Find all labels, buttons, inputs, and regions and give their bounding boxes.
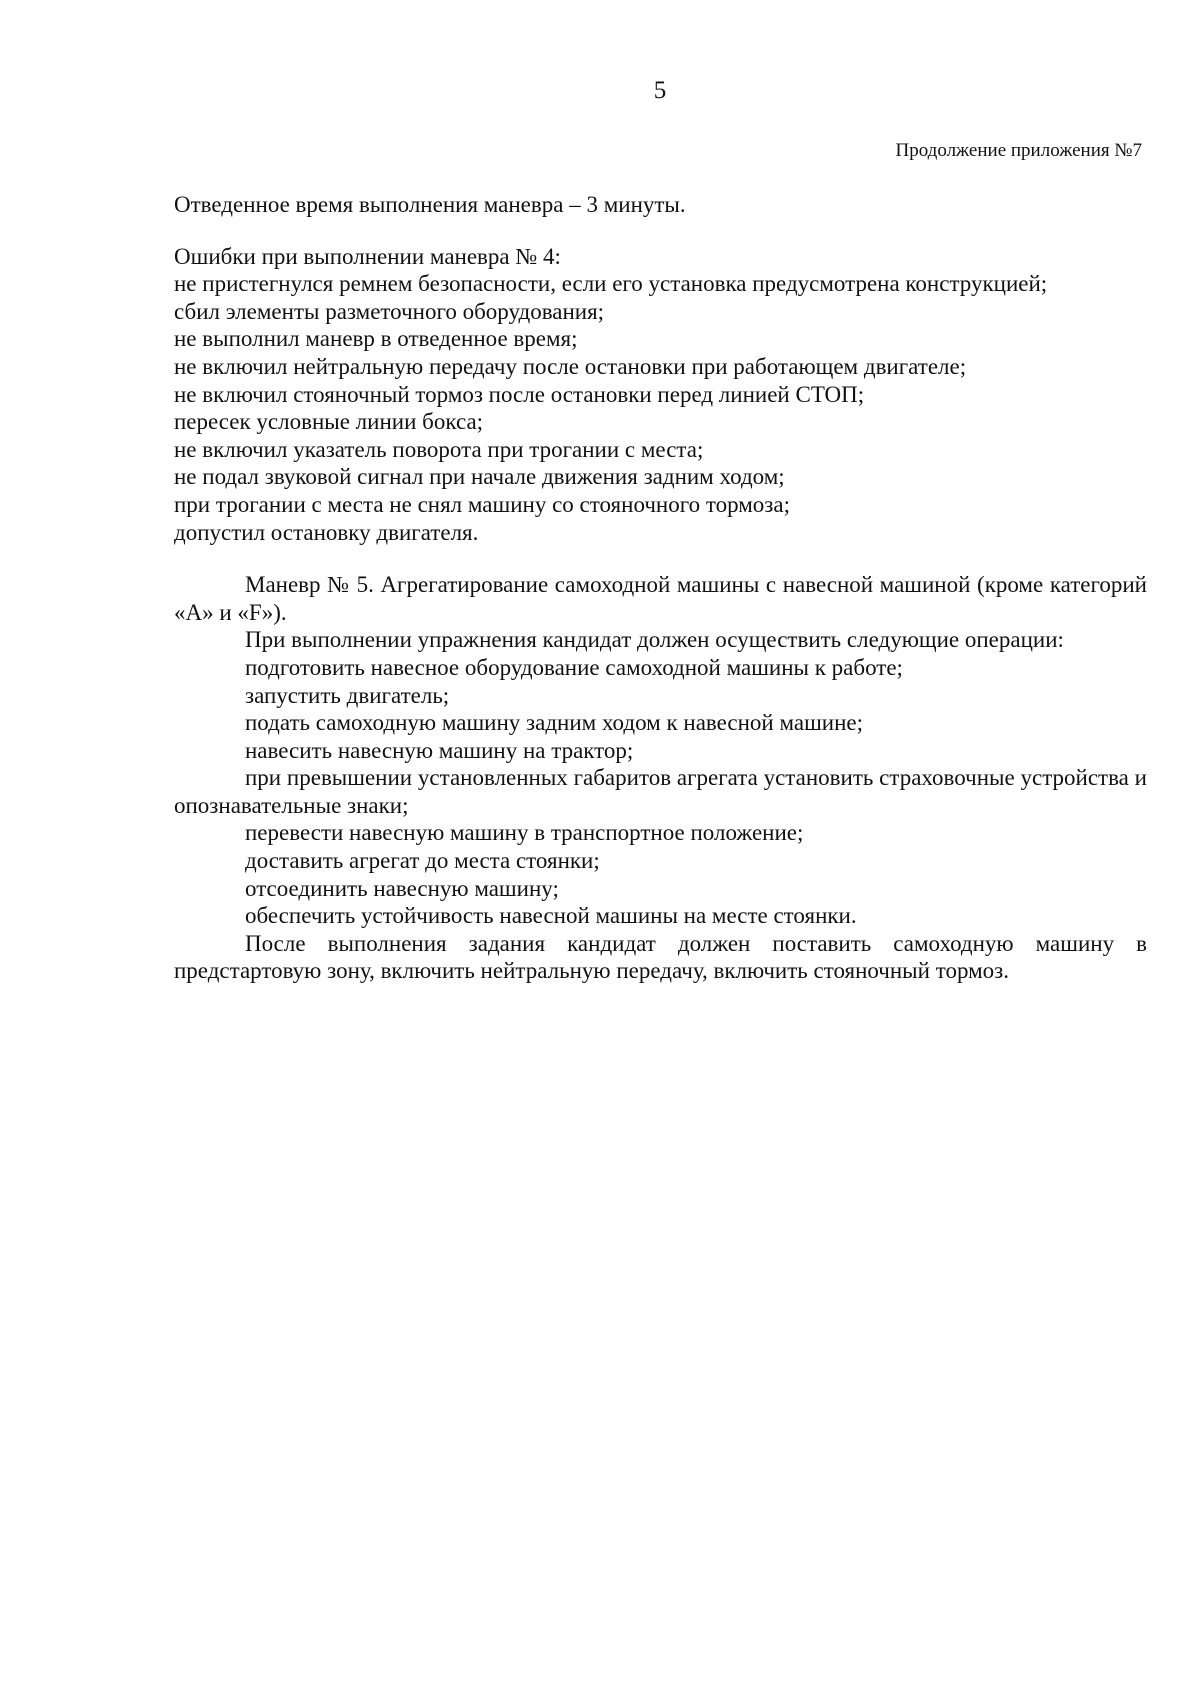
error-item: не пристегнулся ремнем безопасности, если его установка предусмотрена конструкцией; (174, 271, 1048, 297)
error-item: не включил нейтральную передачу после остановки при работающем двигателе; (174, 353, 967, 379)
error-item: при трогании с места не снял машину со стояночного тормоза; (174, 491, 790, 517)
time-limit-text: Отведенное время выполнения маневра – 3 минуты. (174, 192, 686, 217)
error-item: допустил остановку двигателя. (174, 519, 479, 545)
error-item: пересек условные линии бокса; (174, 409, 484, 435)
maneuver5-final: После выполнения задания кандидат должен поставить самоходную машину в предстартовую зону, включить нейтральную передачу, включить стояночный тормоз. (174, 930, 1147, 984)
maneuver5-step: доставить агрегат до места стоянки; (245, 848, 600, 874)
maneuver5-step: обеспечить устойчивость навесной машины на месте стоянки. (245, 903, 857, 929)
error-item: не включил указатель поворота при трогании с места; (174, 436, 704, 462)
maneuver5-intro: При выполнении упражнения кандидат должен осуществить следующие операции: (245, 627, 1064, 653)
maneuver5-step: перевести навесную машину в транспортное положение; (245, 820, 804, 846)
page-number: 5 (653, 77, 667, 104)
maneuver5-step: запустить двигатель; (245, 682, 450, 708)
maneuver5-step: при превышении установленных габаритов агрегата установить страховочные устройства и опознавательные знаки; (174, 765, 1147, 818)
error-item: не выполнил маневр в отведенное время; (174, 326, 578, 352)
maneuver5-step: отсоединить навесную машину; (245, 875, 559, 901)
continuation-header: Продолжение приложения №7 (895, 140, 1142, 161)
errors-heading: Ошибки при выполнении маневра № 4: (174, 243, 561, 269)
maneuver5-step: подать самоходную машину задним ходом к навесной машине; (245, 710, 864, 736)
error-item: не подал звуковой сигнал при начале движения задним ходом; (174, 464, 785, 490)
error-item: не включил стояночный тормоз после остановки перед линией СТОП; (174, 381, 865, 407)
document-body (174, 191, 1147, 985)
maneuver5-step: подготовить навесное оборудование самоходной машины к работе; (245, 654, 903, 680)
maneuver5-title: Маневр № 5. Агрегатирование самоходной машины с навесной машиной (кроме категорий «А» и «F»). (174, 572, 1147, 625)
maneuver5-step: навесить навесную машину на трактор; (245, 737, 634, 763)
error-item: сбил элементы разметочного оборудования; (174, 298, 605, 324)
